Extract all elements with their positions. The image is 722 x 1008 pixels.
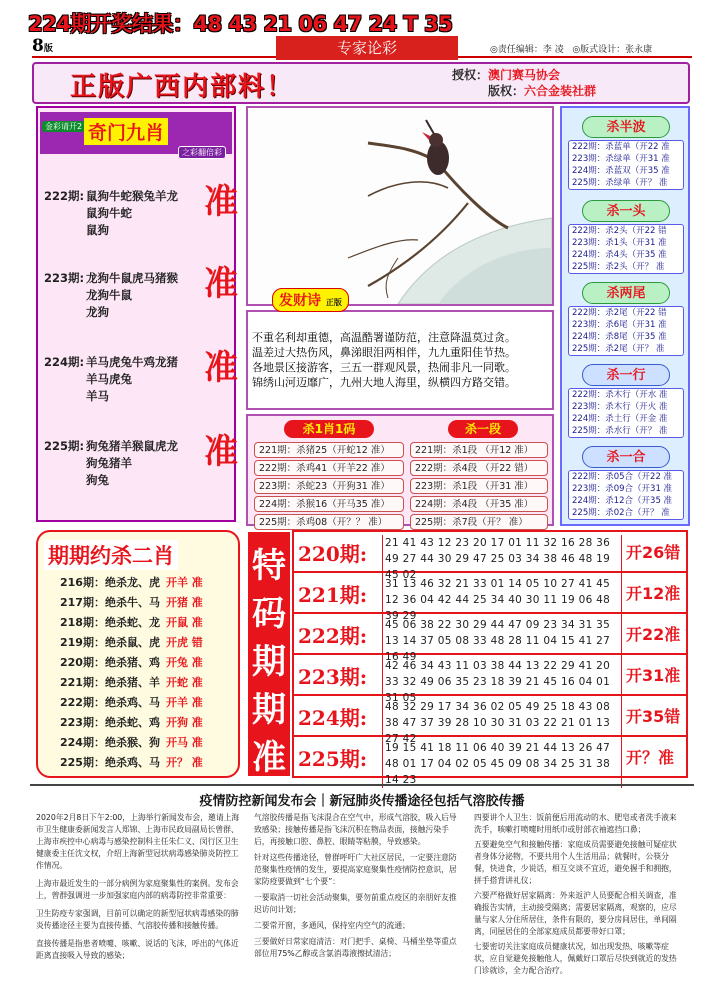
period-result: 开猪 准 — [165, 596, 203, 609]
section-row: 222期：杀木行（开水 准 — [572, 390, 668, 400]
period-result: 开羊 准 — [165, 576, 203, 589]
section-row: 225期：杀水行（开？ 准 — [572, 426, 668, 436]
period-issue: 221期： — [60, 676, 105, 689]
kill-left-row: 222期：杀鸡41（开羊22 准） — [254, 460, 404, 476]
kill-right-title: 杀一段 — [448, 420, 518, 438]
qimen-row-mark: 准 — [204, 182, 238, 222]
section-row: 223期：杀绿单（开31 准 — [572, 154, 670, 164]
section-row: 224期：杀4头（开35 准 — [572, 250, 667, 260]
period-issue: 218期： — [60, 616, 105, 629]
period-row — [60, 734, 203, 752]
tema-row — [294, 532, 686, 581]
section-list-liang-wei — [568, 306, 684, 356]
period-row — [60, 674, 203, 692]
period-text: 绝杀鼠、虎 — [104, 636, 160, 649]
poem-title-tag: 正版 — [325, 298, 342, 307]
period-issue: 217期： — [60, 596, 105, 609]
grant-1-key: 授权： — [452, 68, 489, 82]
section-row: 223期：杀09合（开31 准 — [572, 484, 673, 494]
kill-left-title: 杀1肖1码 — [284, 420, 374, 438]
section-row: 224期：杀12合（开35 准 — [572, 496, 673, 506]
section-title: 专家论彩 — [276, 36, 458, 60]
period-result: 开狗 准 — [165, 716, 203, 729]
kill-left-row: 223期：杀蛇23（开狗31 准） — [254, 478, 404, 494]
qimen-row — [44, 432, 238, 489]
credits — [490, 42, 652, 55]
period-text: 绝杀鸡、马 — [104, 696, 160, 709]
tema-numbers: 31 13 46 32 21 33 01 14 05 10 27 41 45 12 36 04 42 44 25 34 40 30 11 19 06 48 39 29 — [382, 576, 622, 624]
period-issue: 222期： — [60, 696, 105, 709]
draw-result-line: 224期开奖结果：48 43 21 06 47 24 T 35 — [28, 12, 453, 36]
section-row: 222期：杀2头（开22 错 — [572, 226, 667, 236]
section-title-yi-hang: 杀一行 — [582, 364, 670, 386]
section-row: 223期：杀木行（开火 准 — [572, 402, 668, 412]
tema-issue: 225期: — [298, 747, 368, 771]
period-row — [60, 574, 203, 592]
period-issue: 219期： — [60, 636, 105, 649]
qimen-row-line1: 羊马虎兔牛鸡龙猪 — [86, 355, 178, 369]
kill-box — [246, 414, 554, 526]
period-text: 绝杀蛇、鸡 — [104, 716, 160, 729]
section-title-ban-bo: 杀半波 — [582, 116, 670, 138]
period-row — [60, 714, 203, 732]
page-number-value: 8 — [32, 36, 44, 56]
period-row — [60, 754, 203, 772]
poem-title — [272, 288, 349, 312]
kill-right-row: 221期：杀1段 （开12 准） — [410, 442, 548, 458]
period-text: 绝杀牛、马 — [104, 596, 160, 609]
banner-grants — [452, 67, 596, 99]
news-paragraph: 五要避免空气和接触传播：家庭成员需要避免接触可疑症状者身体分泌物，不要共用个人生活用品；就餐时，公筷分餐，快进食，少说话，相互交谈不宜近，避免握手和拥抱，拼手搭背讲礼仪； — [474, 840, 677, 885]
section-title-yi-tou: 杀一头 — [582, 200, 670, 222]
tema-label: 特码期期准 — [248, 532, 290, 776]
news-paragraph: 直接传播是指患者喷嚏、咳嗽、说话的飞沫，呼出的气体近距离直接吸入导致的感染； — [36, 939, 239, 960]
kill-left-list — [254, 442, 404, 532]
qimen-row-line3: 狗兔 — [86, 473, 109, 487]
period-row — [60, 594, 203, 612]
period-text: 绝杀蛇、龙 — [104, 616, 160, 629]
news-paragraph: 六要严格做好居家隔离：外来返沪人员要配合相关调查，准确报告实情，主动接受隔离；需要居家隔离，观察的，应尽量与家人分住所居住，条件有限的，要分房间居住，单间隔离，同屋居住的全部家庭成员都要带好口罩； — [474, 891, 677, 936]
grant-2-key: 版权： — [488, 84, 525, 98]
tema-row — [294, 737, 686, 786]
section-row: 225期：杀02合（开？ 准 — [572, 508, 670, 518]
tema-issue: 221期: — [298, 583, 368, 607]
kill-left-row: 224期：杀猴16（开马35 准） — [254, 496, 404, 512]
kill-left-row: 225期：杀鸡08（开？？ 准） — [254, 514, 404, 530]
poem-line: 各地景区接游客，三五一群观风景，热闹非凡一同歌。 — [252, 361, 516, 374]
qimen-row-label: 222期: — [44, 189, 85, 203]
news-column-1 — [36, 812, 244, 962]
tema-numbers: 45 06 38 22 30 29 44 47 09 23 34 31 35 13 14 37 05 08 33 48 28 11 04 15 41 27 16 49 — [382, 617, 622, 665]
kill-right-row: 225期：杀7段（开？ 准） — [410, 514, 548, 530]
poem-line: 不重名利却重德，高温酷署谨防范，注意降温莫过贪。 — [252, 331, 516, 344]
grant-line-2 — [452, 83, 596, 99]
period-issue: 216期： — [60, 576, 105, 589]
poem-line: 温差过大热伤风，鼻涕眼泪两相伴，九九重阳佳节热。 — [252, 346, 516, 359]
qimen-badge-left: 金彩请开2 — [42, 114, 85, 133]
qimen-row — [44, 182, 238, 239]
news-paragraph: 七要密切关注家庭成员健康状况，如出现发热、咳嗽等症状，应自觉避免接触他人，佩戴好口罩后尽快到就近的发热门诊就诊，全力配合治疗。 — [474, 942, 677, 975]
period-issue: 220期： — [60, 656, 105, 669]
period-text: 绝杀猪、羊 — [104, 676, 160, 689]
page-number — [32, 36, 76, 60]
period-text: 绝杀猪、鸡 — [104, 656, 160, 669]
section-row: 223期：杀6尾（开31 准 — [572, 320, 667, 330]
tema-row — [294, 614, 686, 663]
right-column — [560, 106, 690, 526]
qimen-row-line1: 狗兔猪羊猴鼠虎龙 — [86, 439, 178, 453]
news-paragraph: 二要常开窗，多通风，保持室内空气的流通； — [254, 921, 410, 930]
grant-line-1 — [452, 67, 596, 83]
tema-row — [294, 573, 686, 622]
qimen-row-line2: 龙狗牛鼠 — [86, 288, 132, 302]
section-list-yi-he — [568, 470, 684, 520]
poem-lines — [252, 330, 552, 390]
tema-result: 开31准 — [626, 666, 681, 685]
kill-right-list — [410, 442, 548, 532]
page-number-suffix: 版 — [43, 44, 53, 54]
qimen-row — [44, 348, 238, 405]
news-paragraph: 四要讲个人卫生：饭前便后用流动的水、肥皂或者洗手液来洗手，咳嗽打喷嚏时用纸巾或肘部衣袖遮挡口鼻； — [474, 813, 677, 834]
banner-title: 正版广西内部料！ — [70, 72, 295, 102]
qimen-row-line1: 鼠狗牛蛇猴兔羊龙 — [86, 189, 178, 203]
period-issue: 225期： — [60, 756, 105, 769]
section-row: 224期：杀8尾（开35 准 — [572, 332, 667, 342]
qimen-row-line3: 鼠狗 — [86, 223, 109, 237]
tema-row — [294, 696, 686, 745]
section-title-liang-wei: 杀两尾 — [582, 282, 670, 304]
tema-row — [294, 655, 686, 704]
kill-right-row: 224期：杀4段 （开35 准） — [410, 496, 548, 512]
period-result: 开蛇 准 — [165, 676, 203, 689]
news-column-3 — [474, 812, 682, 977]
tema-result: 开？准 — [626, 748, 675, 767]
section-list-ban-bo — [568, 140, 684, 190]
tema-result: 开12准 — [626, 584, 681, 603]
tema-result: 开26错 — [626, 543, 681, 562]
qimen-row-line2: 羊马虎兔 — [86, 372, 132, 386]
news-paragraph: 卫生防疫专家强调，目前可以确定的新型冠状病毒感染的肺炎传播途径主要为直接传播、气溶胶传播和接触传播。 — [36, 909, 239, 930]
poem-title-text: 发财诗 — [279, 293, 321, 309]
tema-numbers: 42 46 34 43 11 03 38 44 13 22 29 41 20 33 32 49 06 35 23 18 39 21 45 16 04 01 31 05 — [382, 658, 622, 706]
period-row — [60, 634, 203, 652]
section-row: 225期：杀2尾（开？ 准 — [572, 344, 665, 354]
period-result: 开？ 准 — [165, 756, 203, 769]
section-row: 224期：杀蓝双（开35 准 — [572, 166, 670, 176]
qimen-badge-right: 之彩翻倍彩 — [178, 140, 226, 159]
qimen-row-mark: 准 — [204, 264, 238, 304]
qimen-row-line1: 龙狗牛鼠虎马猪猴 — [86, 271, 178, 285]
tema-issue: 224期: — [298, 706, 368, 730]
period-text: 绝杀鸡、马 — [104, 756, 160, 769]
qimen-row — [44, 264, 238, 321]
period-title: 期期约杀二肖 — [44, 540, 178, 570]
period-result: 开虎 错 — [165, 636, 203, 649]
tema-numbers: 21 41 43 12 23 20 17 01 11 32 16 28 36 49 27 44 30 29 47 25 03 34 38 46 48 19 45 02 — [382, 535, 622, 583]
section-list-yi-hang — [568, 388, 684, 438]
qimen-row-label: 225期: — [44, 439, 85, 453]
tema-numbers: 48 32 29 17 34 36 02 05 49 25 18 43 08 38 47 37 39 28 10 30 31 03 22 21 01 13 27 42 — [382, 699, 622, 747]
section-row: 224期：杀土行（开金 准 — [572, 414, 668, 424]
news-title: 疫情防控新闻发布会｜新冠肺炎传播途径包括气溶胶传播 — [199, 794, 525, 809]
section-list-yi-tou — [568, 224, 684, 274]
section-row: 222期：杀蓝单（开22 准 — [572, 142, 670, 152]
period-result: 开羊 准 — [165, 696, 203, 709]
section-title-yi-he: 杀一合 — [582, 446, 670, 468]
news-paragraph: 三要做好日常家庭清洁：对门把手、桌椅、马桶坐垫等重点部位用75%乙醇或含氯消毒液擦拭清洁； — [254, 937, 457, 958]
tema-issue: 223期: — [298, 665, 368, 689]
news-paragraph: 一要取消一切社会活动聚集，要勿前重点疫区的亲朋好友推迟访问计划； — [254, 893, 457, 914]
tema-numbers: 19 15 41 18 11 06 40 39 21 44 13 26 47 48 01 17 04 02 05 45 09 08 34 25 31 38 14 23 — [382, 740, 622, 788]
period-text: 绝杀龙、虎 — [104, 576, 160, 589]
tema-result: 开22准 — [626, 625, 681, 644]
bird-on-branch-image — [248, 108, 552, 304]
qimen-row-line2: 狗兔猪羊 — [86, 456, 132, 470]
news-paragraph: 针对这些传播途径，曾群呼吁广大社区居民，一定要注意防范聚集性疫情的发生，要提高家庭聚集性疫情防控意识，居家防疫要做到“七个要”： — [254, 853, 457, 886]
editor-credit: ◎责任编辑：李 凌 — [490, 45, 564, 55]
design-credit: ◎版式设计：张永康 — [572, 45, 653, 55]
news-paragraph: 气溶胶传播是指飞沫混合在空气中，形成气溶胶，吸入后导致感染；接触传播是指飞沫沉积在物品表面，接触污染手后，再接触口腔、鼻腔、眼睛等粘膜，导致感染。 — [254, 813, 457, 846]
kill-right-row: 222期：杀4段 （开22 错） — [410, 460, 548, 476]
qimen-row-mark: 准 — [204, 432, 238, 472]
qimen-row-label: 224期: — [44, 355, 85, 369]
section-row: 225期：杀2头（开？ 准 — [572, 262, 665, 272]
period-row — [60, 654, 203, 672]
qimen-row-line3: 龙狗 — [86, 305, 109, 319]
period-issue: 224期： — [60, 736, 105, 749]
period-result: 开马 准 — [165, 736, 203, 749]
section-row: 222期：杀2尾（开22 错 — [572, 308, 667, 318]
period-result: 开鼠 准 — [165, 616, 203, 629]
qimen-row-line3: 羊马 — [86, 389, 109, 403]
period-row — [60, 694, 203, 712]
news-paragraph: 上海市最近发生的一部分病例为家庭聚集性的案例。发布会上，曾群强调进一步加强家庭内部的病毒防控非常重要： — [36, 879, 239, 900]
news-paragraph: 2020年2月8日下午2:00，上海举行新闻发布会，邀请上海市卫生健康委新闻发言人郑锦、上海市民政局副局长曾群、上海市疾控中心病毒与感染控制科主任朱仁义、闵行区卫生健康委主任沈文权，介绍上海新型冠状病毒感染肺炎防控工作情况。 — [36, 813, 240, 870]
tema-grid — [292, 530, 688, 786]
poem-line: 锦绣山河迈靡广，九州大地人海里，纵横四方路交错。 — [252, 376, 516, 389]
qimen-row-line2: 鼠狗牛蛇 — [86, 206, 132, 220]
kill-right-row: 223期：杀1段 （开31 准） — [410, 478, 548, 494]
section-row: 225期：杀绿单（开？ 准 — [572, 178, 668, 188]
news-column-2 — [254, 812, 462, 960]
kill-left-row: 221期：杀猪25（开蛇12 准） — [254, 442, 404, 458]
bird-painting — [246, 106, 554, 306]
qimen-row-mark: 准 — [204, 348, 238, 388]
tema-issue: 220期: — [298, 542, 368, 566]
grant-1-value: 澳门赛马协会 — [488, 68, 561, 82]
period-text: 绝杀猴、狗 — [104, 736, 160, 749]
tema-issue: 222期: — [298, 624, 368, 648]
qimen-row-label: 223期: — [44, 271, 85, 285]
grant-2-value: 六合金装社群 — [524, 84, 597, 98]
section-row: 222期：杀05合（开22 准 — [572, 472, 673, 482]
tema-result: 开35错 — [626, 707, 681, 726]
section-row: 223期：杀1头（开31 准 — [572, 238, 667, 248]
period-result: 开兔 准 — [165, 656, 203, 669]
period-issue: 223期： — [60, 716, 105, 729]
period-row — [60, 614, 203, 632]
qimen-title: 奇门九肖 — [84, 118, 168, 145]
